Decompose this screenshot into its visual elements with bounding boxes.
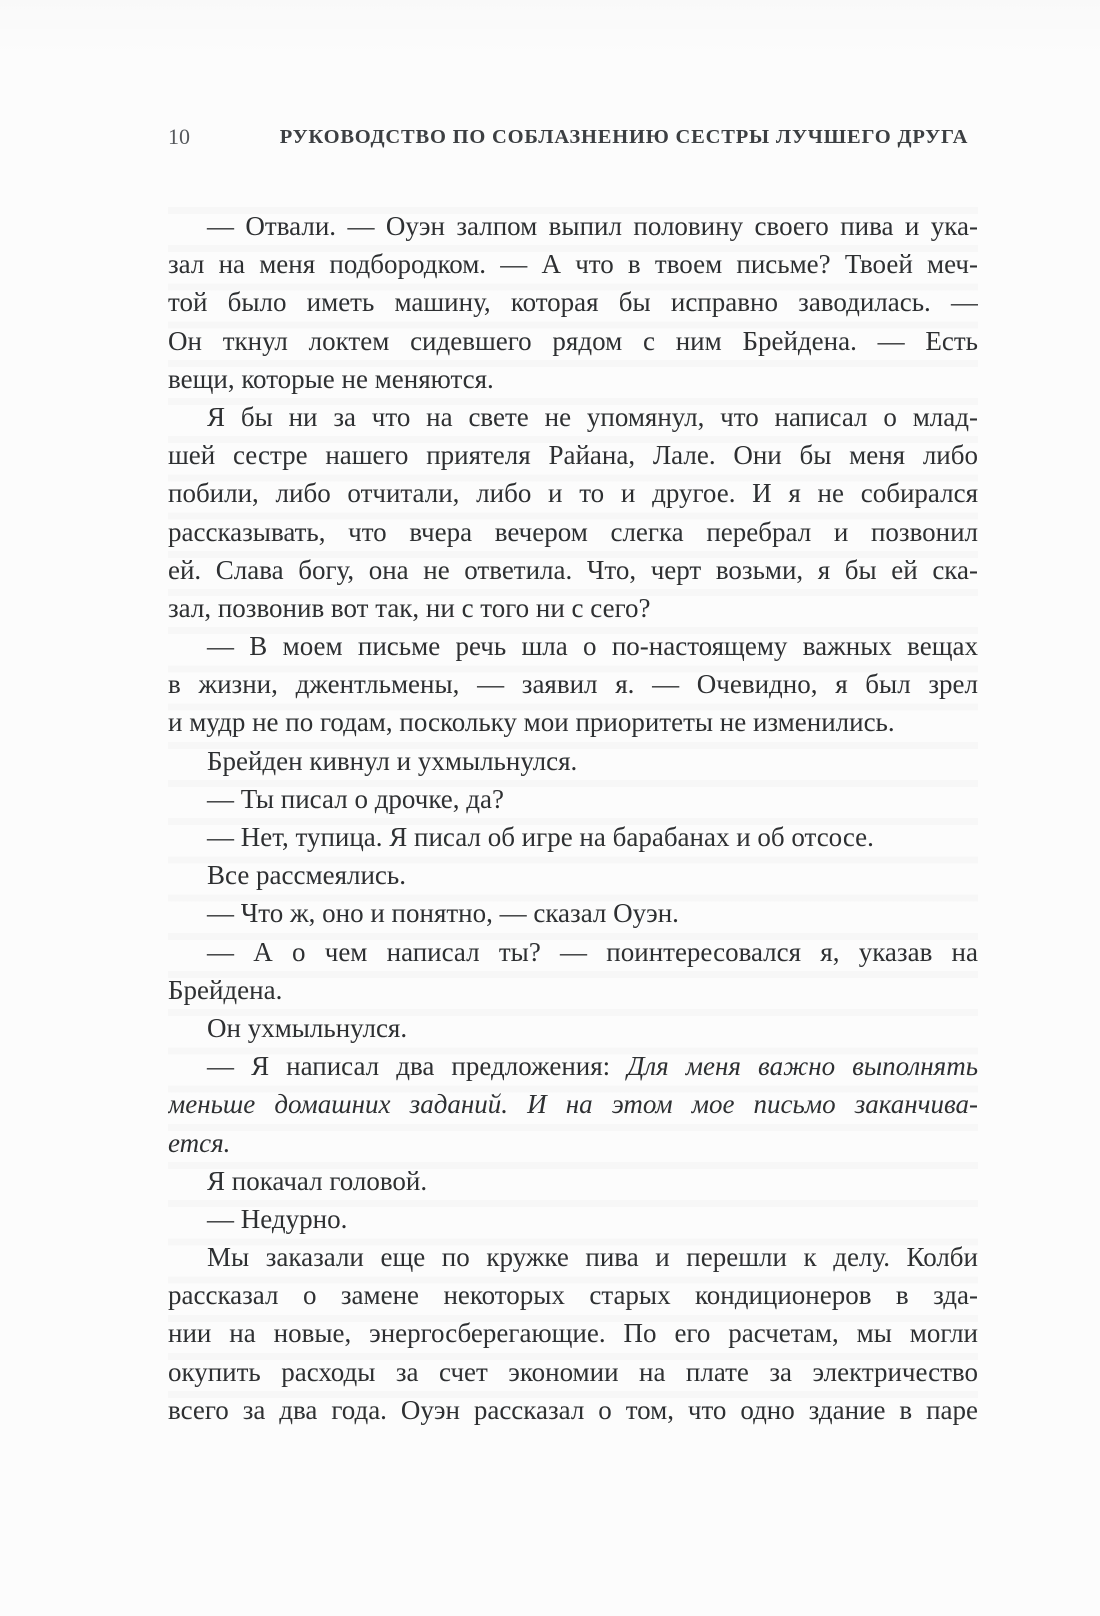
- text-line: [168, 245, 978, 283]
- text-segment: Я покачал головой.: [207, 1165, 428, 1196]
- text-line: [168, 1124, 978, 1162]
- italic-text-segment: Для меня важно выполнять: [627, 1051, 978, 1082]
- text-segment: побили, либо отчитали, либо и то и другое. И я не собирался: [168, 478, 978, 509]
- text-line: [168, 589, 978, 627]
- text-line: [168, 818, 978, 856]
- text-segment: — Недурно.: [207, 1203, 348, 1234]
- text-segment: Мы заказали еще по кружке пива и перешли к делу. Колби: [207, 1242, 978, 1273]
- text-segment: и мудр не по годам, поскольку мои приоритеты не изменились.: [168, 707, 895, 738]
- text-segment: — Я написал два предложения:: [207, 1051, 628, 1082]
- italic-text-segment: ется.: [168, 1127, 231, 1158]
- text-line: [168, 665, 978, 703]
- text-segment: — Ты писал о дрочке, да?: [207, 783, 504, 814]
- text-segment: — Отвали. — Оуэн залпом выпил половину своего пива и ука-: [207, 211, 978, 241]
- italic-text-segment: меньше домашних заданий. И на этом мое письмо заканчива-: [168, 1089, 978, 1120]
- text-segment: зал, позвонив вот так, ни с того ни с сего?: [168, 592, 651, 623]
- text-line: [168, 1009, 978, 1047]
- text-segment: в жизни, джентльмены, — заявил я. — Очевидно, я был зрел: [168, 669, 978, 700]
- text-line: [168, 1047, 978, 1085]
- text-segment: Он ткнул локтем сидевшего рядом с ним Брейдена. — Есть: [168, 325, 978, 356]
- text-segment: — А о чем написал ты? — поинтересовался я, указав на: [207, 936, 978, 967]
- text-line: [168, 1314, 978, 1352]
- text-line: [168, 513, 978, 551]
- text-line: [168, 742, 978, 780]
- running-title: РУКОВОДСТВО ПО СОБЛАЗНЕНИЮ СЕСТРЫ ЛУЧШЕГО ДРУГА: [279, 126, 969, 148]
- text-line: [168, 1276, 978, 1314]
- text-line: [168, 1085, 978, 1123]
- text-line: [168, 1238, 978, 1276]
- text-segment: той было иметь машину, которая бы исправно заводилась. —: [168, 287, 978, 318]
- text-block: [168, 207, 978, 1429]
- text-line: [168, 474, 978, 512]
- text-segment: рассказывать, что вчера вечером слегка перебрал и позвонил: [168, 516, 978, 547]
- text-line: [168, 780, 978, 818]
- text-segment: Он ухмыльнулся.: [207, 1012, 408, 1043]
- text-line: [168, 551, 978, 589]
- text-segment: нии на новые, энергосберегающие. По его расчетам, мы могли: [168, 1318, 978, 1349]
- text-line: [168, 1162, 978, 1200]
- text-line: [168, 1200, 978, 1238]
- text-line: [168, 627, 978, 665]
- text-segment: Брейден кивнул и ухмыльнулся.: [207, 745, 578, 776]
- text-segment: Я бы ни за что на свете не упомянул, что написал о млад-: [207, 401, 978, 432]
- text-line: [168, 894, 978, 932]
- text-line: [168, 971, 978, 1009]
- text-line: [168, 1391, 978, 1429]
- text-line: [168, 1353, 978, 1391]
- text-line: [168, 933, 978, 971]
- text-line: [168, 703, 978, 741]
- text-segment: ей. Слава богу, она не ответила. Что, черт возьми, я бы ей ска-: [168, 554, 978, 585]
- text-segment: шей сестре нашего приятеля Райана, Лале. Они бы меня либо: [168, 440, 978, 471]
- text-segment: всего за два года. Оуэн рассказал о том, что одно здание в паре: [168, 1394, 978, 1425]
- text-line: [168, 436, 978, 474]
- text-segment: зал на меня подбородком. — А что в твоем письме? Твоей меч-: [168, 249, 978, 280]
- page-number: 10: [168, 124, 190, 149]
- text-segment: — Нет, тупица. Я писал об игре на барабанах и об отсосе.: [207, 822, 874, 852]
- text-segment: — Что ж, оно и понятно, — сказал Оуэн.: [207, 898, 679, 929]
- text-segment: рассказал о замене некоторых старых кондиционеров в зда-: [168, 1280, 978, 1311]
- text-line: [168, 207, 978, 245]
- text-line: [168, 856, 978, 894]
- text-line: [168, 398, 978, 436]
- text-segment: Брейдена.: [168, 974, 283, 1005]
- text-segment: Все рассмеялись.: [207, 860, 406, 891]
- text-segment: окупить расходы за счет экономии на плате за электричество: [168, 1356, 978, 1387]
- running-head: [0, 123, 1100, 153]
- text-line: [168, 360, 978, 398]
- text-line: [168, 283, 978, 321]
- text-segment: — В моем письме речь шла о по-настоящему важных вещах: [207, 631, 978, 662]
- text-line: [168, 322, 978, 360]
- text-segment: вещи, которые не меняются.: [168, 363, 494, 394]
